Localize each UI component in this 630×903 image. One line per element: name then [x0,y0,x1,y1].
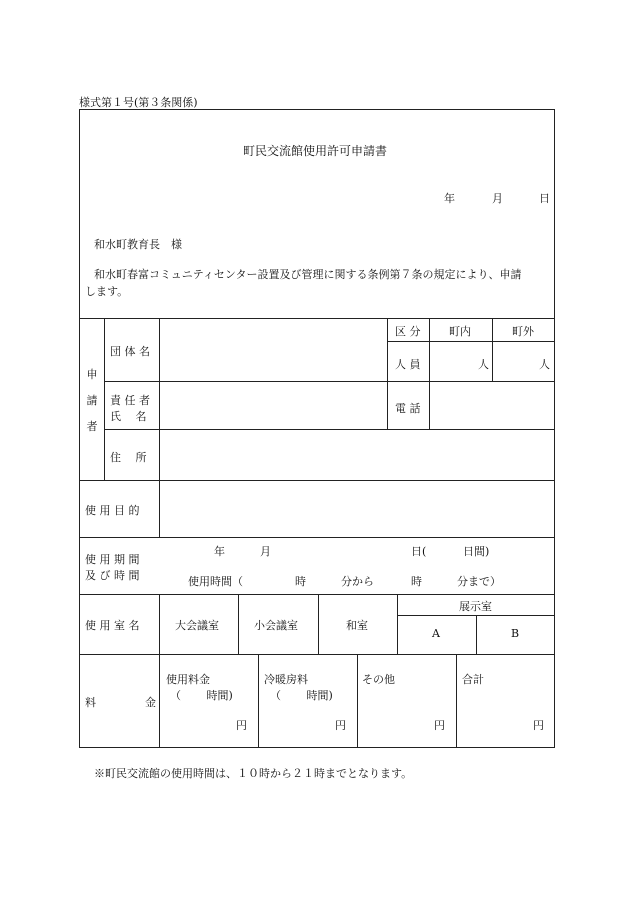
other-fee-label: その他 [362,673,395,686]
count-label: 人 員 [395,358,421,371]
in-town-unit: 人 [478,358,489,371]
applicant-label-char-3: 者 [86,420,98,433]
applicant-label-char-1: 申 [86,368,98,381]
grid-line [476,615,477,654]
grid-line [357,654,358,748]
usage-fee-hours: （ 時間) [170,689,233,702]
purpose-field[interactable] [160,481,555,537]
address-label: 住 所 [110,451,147,464]
body-text-line2: します。 [85,285,129,298]
hours-start-hour: 時 [295,575,306,588]
applicant-label-char-2: 請 [86,394,98,407]
fees-label-1: 料 [85,696,96,709]
room-large-option[interactable]: 大会議室 [175,619,219,632]
form-title: 町民交流館使用許可申請書 [242,144,387,158]
grid-line [104,318,105,480]
responsible-name-field[interactable] [160,382,387,429]
body-text-line1: 和水町春富コミュニティセンター設置及び管理に関する条例第７条の規定により、申請 [94,268,522,281]
grid-line [159,594,160,748]
grid-line [79,537,555,538]
exhibition-b-option[interactable]: B [511,627,520,640]
room-japanese-option[interactable]: 和室 [346,619,368,632]
org-name-label: 団 体 名 [110,345,150,358]
phone-label: 電 話 [395,402,421,415]
hours-end-min: 分まで） [457,575,501,588]
usage-fee-yen: 円 [236,719,247,732]
footnote: ※町民交流館の使用時間は、１０時から２１時までとなります。 [94,767,413,780]
grid-line [258,654,259,748]
heating-fee-yen: 円 [335,719,346,732]
exhibition-label: 展示室 [459,600,492,613]
heating-fee-hours: （ 時間) [270,689,333,702]
date-month-label: 月 [492,192,503,205]
grid-line [79,594,555,595]
grid-line [387,318,388,429]
total-fee-label: 合計 [462,673,484,686]
date-day-label: 日 [539,192,550,205]
period-label-1: 使 用 期 間 [85,553,140,566]
period-month-label: 月 [260,545,271,558]
heating-fee-label: 冷暖房料 [264,673,308,686]
total-fee-yen: 円 [533,719,544,732]
responsible-name-label: 氏 名 [110,410,147,423]
period-year-label: 年 [214,545,225,558]
exhibition-a-option[interactable]: A [432,627,440,640]
address-field[interactable] [160,430,555,480]
usage-fee-label: 使用料金 [166,673,210,686]
grid-line [397,594,398,654]
recipient: 和水町教育長 様 [94,238,182,251]
fees-label-2: 金 [145,696,156,709]
grid-line [238,594,239,654]
room-small-option[interactable]: 小会議室 [254,619,298,632]
phone-field[interactable] [430,382,555,429]
period-day-label: 日( [411,545,427,558]
date-year-label: 年 [444,192,455,205]
org-name-field[interactable] [160,319,387,381]
grid-line [456,654,457,748]
hours-label: 使用時間（ [188,575,243,588]
responsible-label: 責 任 者 [110,394,150,407]
out-town-unit: 人 [539,358,550,371]
out-town-label: 町外 [512,325,534,338]
other-fee-yen: 円 [434,719,445,732]
hours-start-min: 分から [341,575,374,588]
category-label: 区 分 [395,325,421,338]
period-label-2: 及 び 時 間 [85,569,140,582]
grid-line [79,654,555,655]
in-town-label: 町内 [449,325,471,338]
hours-end-hour: 時 [411,575,422,588]
rooms-label: 使 用 室 名 [85,619,140,632]
grid-line [318,594,319,654]
purpose-label: 使 用 目 的 [85,504,140,517]
period-days-label: 日間) [463,545,490,558]
form-number: 様式第１号(第３条関係) [79,96,198,109]
